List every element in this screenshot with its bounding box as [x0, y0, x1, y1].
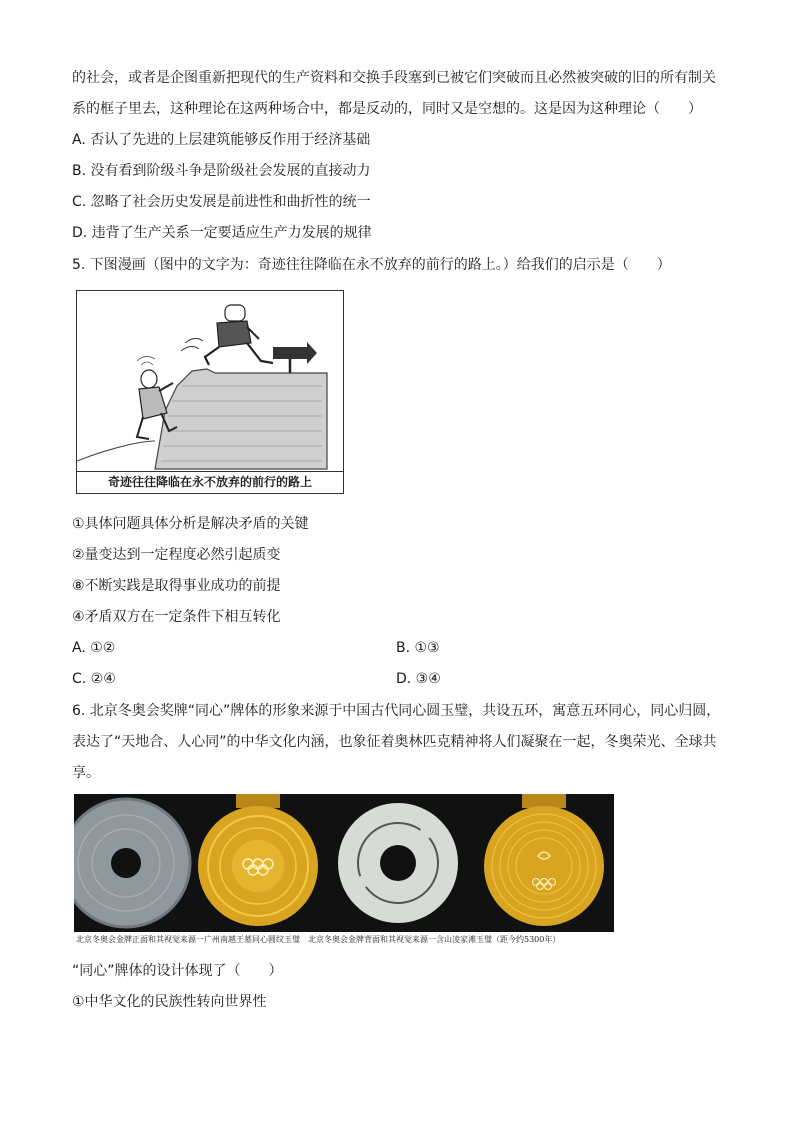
q5-statement-3: ⑧不断实践是取得事业成功的前提	[72, 578, 281, 594]
jade-bi-disc-nanyue	[74, 799, 190, 927]
q5-option-d: D. ③④	[396, 671, 441, 687]
paragraph-line: 的社会，或者是企图重新把现代的生产资料和交换手段塞到已被它们突破而且必然被突破的旧的所有制关	[72, 70, 716, 86]
q6-stem-line: 表达了“天地合、人心同”的中华文化内涵，也象征着奥林匹克精神将人们凝聚在一起，冬奥荣光、全球共	[72, 734, 717, 750]
medal-image-caption: 北京冬奥会金牌正面和其视觉来源一广州南越王墓同心圆纹玉璧 北京冬奥会金牌背面和其视觉来源一含山凌家滩玉璧（距今约5300年）	[76, 935, 561, 944]
q5-stem: 5. 下图漫画（图中的文字为：奇迹往往降临在永不放弃的前行的路上。）给我们的启示是（ ）	[72, 257, 671, 273]
medal-comparison-image	[74, 794, 614, 932]
q5-statement-1: ①具体问题具体分析是解决矛盾的关键	[72, 516, 309, 532]
q5-option-a: A. ①②	[72, 640, 116, 656]
cartoon-drawing	[77, 291, 342, 471]
q5-statement-2: ②量变达到一定程度必然引起质变	[72, 547, 281, 563]
cartoon-caption: 奇迹往往降临在永不放弃的前行的路上	[77, 471, 343, 493]
gold-medal-back	[484, 794, 604, 926]
q6-statement-1: ①中华文化的民族性转向世界性	[72, 994, 267, 1010]
jade-bi-disc-lingjiatan	[338, 803, 458, 923]
q4-option-a: A. 否认了先进的上层建筑能够反作用于经济基础	[72, 132, 371, 148]
q4-option-d: D. 违背了生产关系一定要适应生产力发展的规律	[72, 225, 372, 241]
gold-medal-front	[198, 794, 318, 926]
q5-option-c: C. ②④	[72, 671, 116, 687]
q4-option-b: B. 没有看到阶级斗争是阶级社会发展的直接动力	[72, 163, 371, 179]
q5-statement-4: ④矛盾双方在一定条件下相互转化	[72, 609, 281, 625]
q4-option-c: C. 忽略了社会历史发展是前进性和曲折性的统一	[72, 194, 371, 210]
q6-stem-line: 享。	[72, 765, 100, 781]
paragraph-line: 系的框子里去，这种理论在这两种场合中，都是反动的，同时又是空想的。这是因为这种理论（ ）	[72, 101, 702, 117]
q6-question: “同心”牌体的设计体现了（ ）	[72, 963, 283, 979]
q5-option-b: B. ①③	[396, 640, 440, 656]
q6-stem-line: 6. 北京冬奥会奖牌“同心”牌体的形象来源于中国古代同心圆玉璧，共设五环，寓意五环同心，同心归圆，	[72, 703, 721, 719]
cartoon-image	[76, 290, 344, 494]
